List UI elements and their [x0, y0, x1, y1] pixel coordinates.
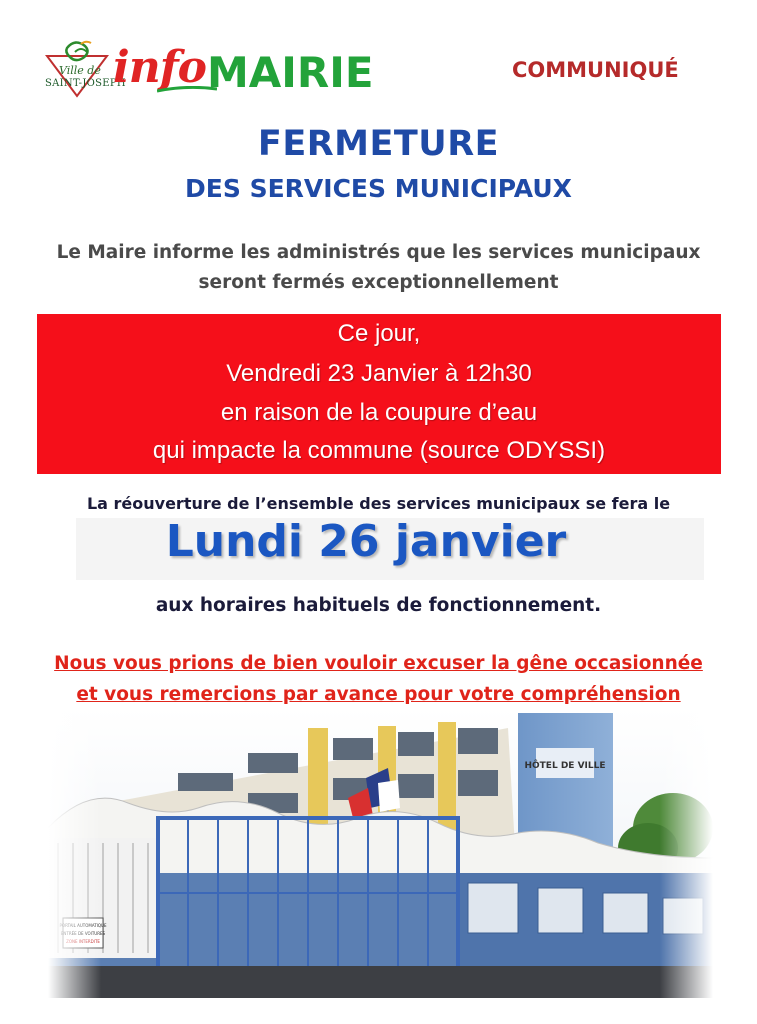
- notice-line-4: qui impacte la commune (source ODYSSI): [152, 437, 606, 464]
- reopening-date: Lundi 26 janvier: [165, 516, 567, 567]
- closure-notice-box: [37, 314, 721, 474]
- logo-mairie-text: MAIRIE: [207, 48, 374, 97]
- apology-line-1: Nous vous prions de bien vouloir excuser la gêne occasionnée: [54, 653, 703, 674]
- logo-info-text: info: [113, 42, 206, 93]
- town-hall-photo: [48, 708, 713, 998]
- notice-line-3: en raison de la coupure d’eau: [220, 399, 538, 426]
- logo-underline-icon: [157, 86, 217, 94]
- communique-label: COMMUNIQUÉ: [512, 58, 679, 82]
- infomairie-logo: [45, 38, 374, 100]
- intro-line-2: seront fermés exceptionnellement: [198, 272, 559, 293]
- page-subtitle: DES SERVICES MUNICIPAUX: [185, 174, 572, 203]
- page-title: FERMETURE: [257, 124, 500, 164]
- notice-line-2: Vendredi 23 Janvier à 12h30: [226, 360, 532, 387]
- reopening-lead: La réouverture de l’ensemble des services municipaux se fera le: [86, 494, 671, 513]
- intro-line-1: Le Maire informe les administrés que les services municipaux: [56, 242, 701, 263]
- reopening-hours: aux horaires habituels de fonctionnement.: [155, 595, 602, 616]
- apology-line-2: et vous remercions par avance pour votre compréhension: [76, 684, 681, 705]
- logo-saint-joseph-text: SAINT-JOSEPH: [45, 78, 126, 89]
- notice-line-1: Ce jour,: [337, 320, 421, 347]
- logo-ville-text: Ville de: [59, 64, 101, 77]
- intro-text: [0, 238, 757, 298]
